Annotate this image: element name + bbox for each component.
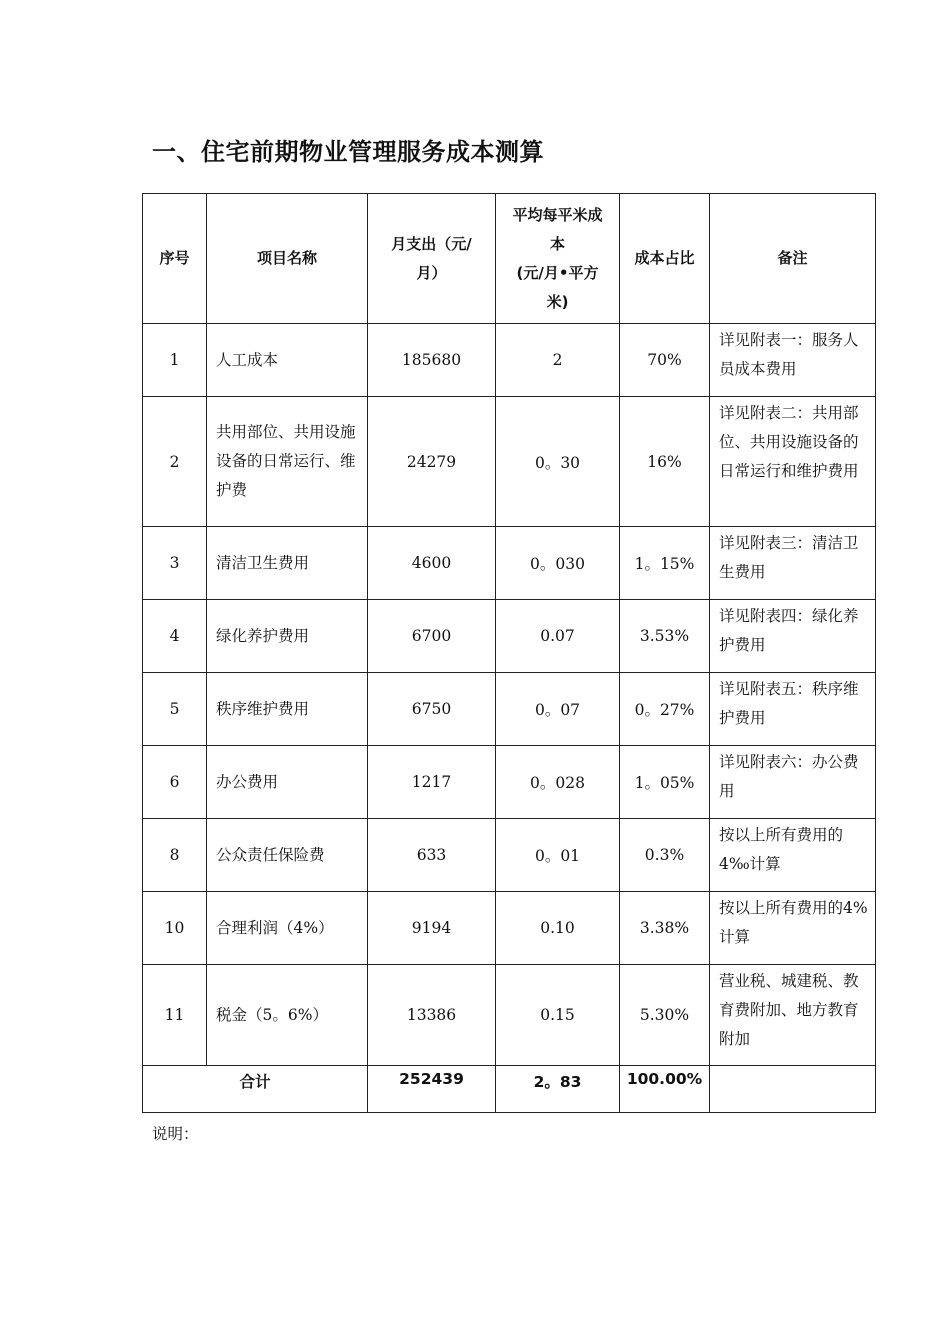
cell-seq: 11 — [143, 965, 207, 1066]
cell-name: 合理利润（4%） — [207, 892, 368, 965]
cell-seq: 1 — [143, 324, 207, 397]
header-monthly-line2: 月） — [416, 263, 447, 282]
cell-avg: 0。01 — [496, 819, 620, 892]
cell-remark: 详见附表二：共用部位、共用设施设备的日常运行和维护费用 — [710, 397, 876, 527]
cell-monthly: 185680 — [368, 324, 496, 397]
table-row — [143, 819, 876, 892]
cell-monthly: 6750 — [368, 673, 496, 746]
cell-seq: 5 — [143, 673, 207, 746]
cell-seq: 2 — [143, 397, 207, 527]
cell-ratio: 70% — [620, 324, 710, 397]
cell-ratio: 16% — [620, 397, 710, 527]
cell-name: 税金（5。6%） — [207, 965, 368, 1066]
cell-remark: 详见附表六：办公费用 — [710, 746, 876, 819]
cell-seq: 10 — [143, 892, 207, 965]
cell-monthly: 6700 — [368, 600, 496, 673]
cell-seq: 4 — [143, 600, 207, 673]
cell-name: 绿化养护费用 — [207, 600, 368, 673]
cell-ratio: 1。15% — [620, 527, 710, 600]
cell-avg: 0.07 — [496, 600, 620, 673]
table-row — [143, 965, 876, 1066]
cell-ratio: 5.30% — [620, 965, 710, 1066]
cell-monthly: 633 — [368, 819, 496, 892]
cell-ratio: 0。27% — [620, 673, 710, 746]
cell-name: 人工成本 — [207, 324, 368, 397]
total-avg: 2。83 — [496, 1066, 620, 1113]
cell-monthly: 1217 — [368, 746, 496, 819]
cell-ratio: 0.3% — [620, 819, 710, 892]
cell-remark: 按以上所有费用的4‰计算 — [710, 819, 876, 892]
cell-avg: 0.15 — [496, 965, 620, 1066]
cell-avg: 2 — [496, 324, 620, 397]
header-name: 项目名称 — [207, 194, 368, 324]
cell-ratio: 1。05% — [620, 746, 710, 819]
page-title: 一、住宅前期物业管理服务成本测算 — [152, 138, 544, 166]
table-row — [143, 673, 876, 746]
header-avg-line3: (元/月•平方 — [516, 263, 599, 282]
total-remark — [710, 1066, 876, 1113]
total-ratio: 100.00% — [620, 1066, 710, 1113]
table-header-row — [143, 194, 876, 324]
table-row — [143, 746, 876, 819]
cell-seq: 3 — [143, 527, 207, 600]
table-row — [143, 600, 876, 673]
cell-remark: 详见附表五：秩序维护费用 — [710, 673, 876, 746]
header-monthly — [368, 194, 496, 324]
total-monthly: 252439 — [368, 1066, 496, 1113]
cell-monthly: 4600 — [368, 527, 496, 600]
cell-remark: 营业税、城建税、教育费附加、地方教育附加 — [710, 965, 876, 1066]
total-label: 合计 — [143, 1066, 368, 1113]
total-row — [143, 1066, 876, 1113]
header-avg-line1: 平均每平米成 — [512, 205, 603, 224]
header-seq: 序号 — [143, 194, 207, 324]
table-row — [143, 324, 876, 397]
header-avg-line2: 本 — [549, 234, 565, 253]
cell-name: 共用部位、共用设施设备的日常运行、维护费 — [207, 397, 368, 527]
cell-remark: 详见附表四：绿化养护费用 — [710, 600, 876, 673]
cell-remark: 详见附表三：清洁卫生费用 — [710, 527, 876, 600]
cell-ratio: 3.38% — [620, 892, 710, 965]
cell-avg: 0。07 — [496, 673, 620, 746]
cell-name: 公众责任保险费 — [207, 819, 368, 892]
cost-table — [142, 193, 876, 1113]
cell-monthly: 24279 — [368, 397, 496, 527]
header-ratio: 成本占比 — [620, 194, 710, 324]
cell-name: 办公费用 — [207, 746, 368, 819]
footnote: 说明： — [152, 1125, 199, 1143]
cell-seq: 6 — [143, 746, 207, 819]
cell-monthly: 13386 — [368, 965, 496, 1066]
cell-avg: 0。028 — [496, 746, 620, 819]
cell-remark: 按以上所有费用的4%计算 — [710, 892, 876, 965]
cell-avg: 0。30 — [496, 397, 620, 527]
header-remark: 备注 — [710, 194, 876, 324]
cell-name: 清洁卫生费用 — [207, 527, 368, 600]
table-row — [143, 527, 876, 600]
table-row — [143, 397, 876, 527]
cell-seq: 8 — [143, 819, 207, 892]
cell-monthly: 9194 — [368, 892, 496, 965]
cell-ratio: 3.53% — [620, 600, 710, 673]
header-avg-line4: 米) — [546, 292, 569, 311]
table-row — [143, 892, 876, 965]
cell-avg: 0。030 — [496, 527, 620, 600]
header-avg — [496, 194, 620, 324]
cell-name: 秩序维护费用 — [207, 673, 368, 746]
header-monthly-line1: 月支出（元/ — [391, 234, 472, 253]
cell-remark: 详见附表一：服务人员成本费用 — [710, 324, 876, 397]
cell-avg: 0.10 — [496, 892, 620, 965]
